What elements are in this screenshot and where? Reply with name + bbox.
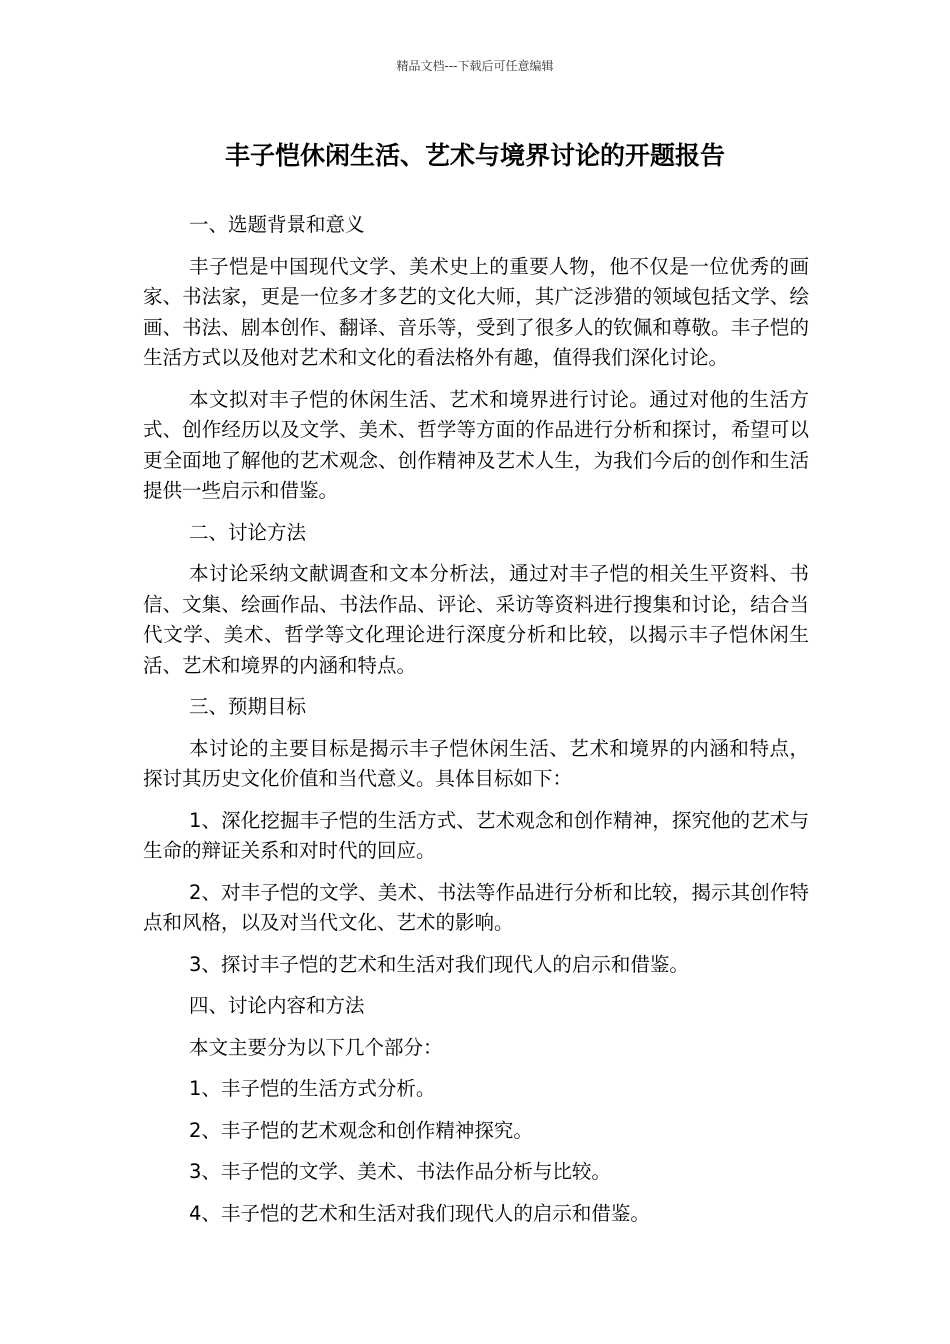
- section-1-paragraph-1: 丰子恺是中国现代文学、美术史上的重要人物，他不仅是一位优秀的画家、书法家，更是一位多才多艺的文化大师，其广泛涉猎的领域包括文学、绘画、书法、剧本创作、翻译、音乐等，受到了很多人的钦佩和尊敬。丰子恺的生活方式以及他对艺术和文化的看法格外有趣，值得我们深化讨论。: [143, 254, 809, 369]
- section-4-heading: 四、讨论内容和方法: [189, 994, 365, 1017]
- section-2-heading: 二、讨论方法: [189, 520, 307, 544]
- section-1-heading: 一、选题背景和意义: [189, 213, 365, 236]
- section-4-intro: 本文主要分为以下几个部分：: [189, 1035, 443, 1059]
- section-4-part-1: 1、丰子恺的生活方式分析。: [189, 1077, 436, 1100]
- section-2-paragraph-1: 本讨论采纳文献调查和文本分析法，通过对丰子恺的相关生平资料、书信、文集、绘画作品、书法作品、评论、采访等资料进行搜集和讨论，结合当代文学、美术、哲学等文化理论进行深度分析和比较，以揭示丰子恺休闲生活、艺术和境界的内涵和特点。: [143, 562, 809, 677]
- header-note: 精品文档---下载后可任意编辑: [396, 59, 554, 73]
- section-3-goal-2: 2、对丰子恺的文学、美术、书法等作品进行分析和比较，揭示其创作特点和风格，以及对当代文化、艺术的影响。: [143, 880, 809, 934]
- section-4-part-4: 4、丰子恺的艺术和生活对我们现代人的启示和借鉴。: [189, 1201, 650, 1225]
- document-body: [143, 210, 809, 1240]
- section-3-heading: 三、预期目标: [189, 695, 307, 718]
- section-3-goal-3: 3、探讨丰子恺的艺术和生活对我们现代人的启示和借鉴。: [189, 952, 689, 976]
- section-4-part-3: 3、丰子恺的文学、美术、书法作品分析与比较。: [189, 1160, 611, 1183]
- document-title: 丰子恺休闲生活、艺术与境界讨论的开题报告: [224, 141, 725, 170]
- section-4-part-2: 2、丰子恺的艺术观念和创作精神探究。: [189, 1118, 533, 1142]
- section-1-paragraph-2: 本文拟对丰子恺的休闲生活、艺术和境界进行讨论。通过对他的生活方式、创作经历以及文学、美术、哲学等方面的作品进行分析和探讨，希望可以更全面地了解他的艺术观念、创作精神及艺术人生，为我们今后的创作和生活提供一些启示和借鉴。: [143, 387, 809, 502]
- section-3-paragraph-1: 本讨论的主要目标是揭示丰子恺休闲生活、艺术和境界的内涵和特点，探讨其历史文化价值和当代意义。具体目标如下：: [143, 736, 809, 790]
- section-3-goal-1: 1、深化挖掘丰子恺的生活方式、艺术观念和创作精神，探究他的艺术与生命的辩证关系和对时代的回应。: [143, 808, 809, 862]
